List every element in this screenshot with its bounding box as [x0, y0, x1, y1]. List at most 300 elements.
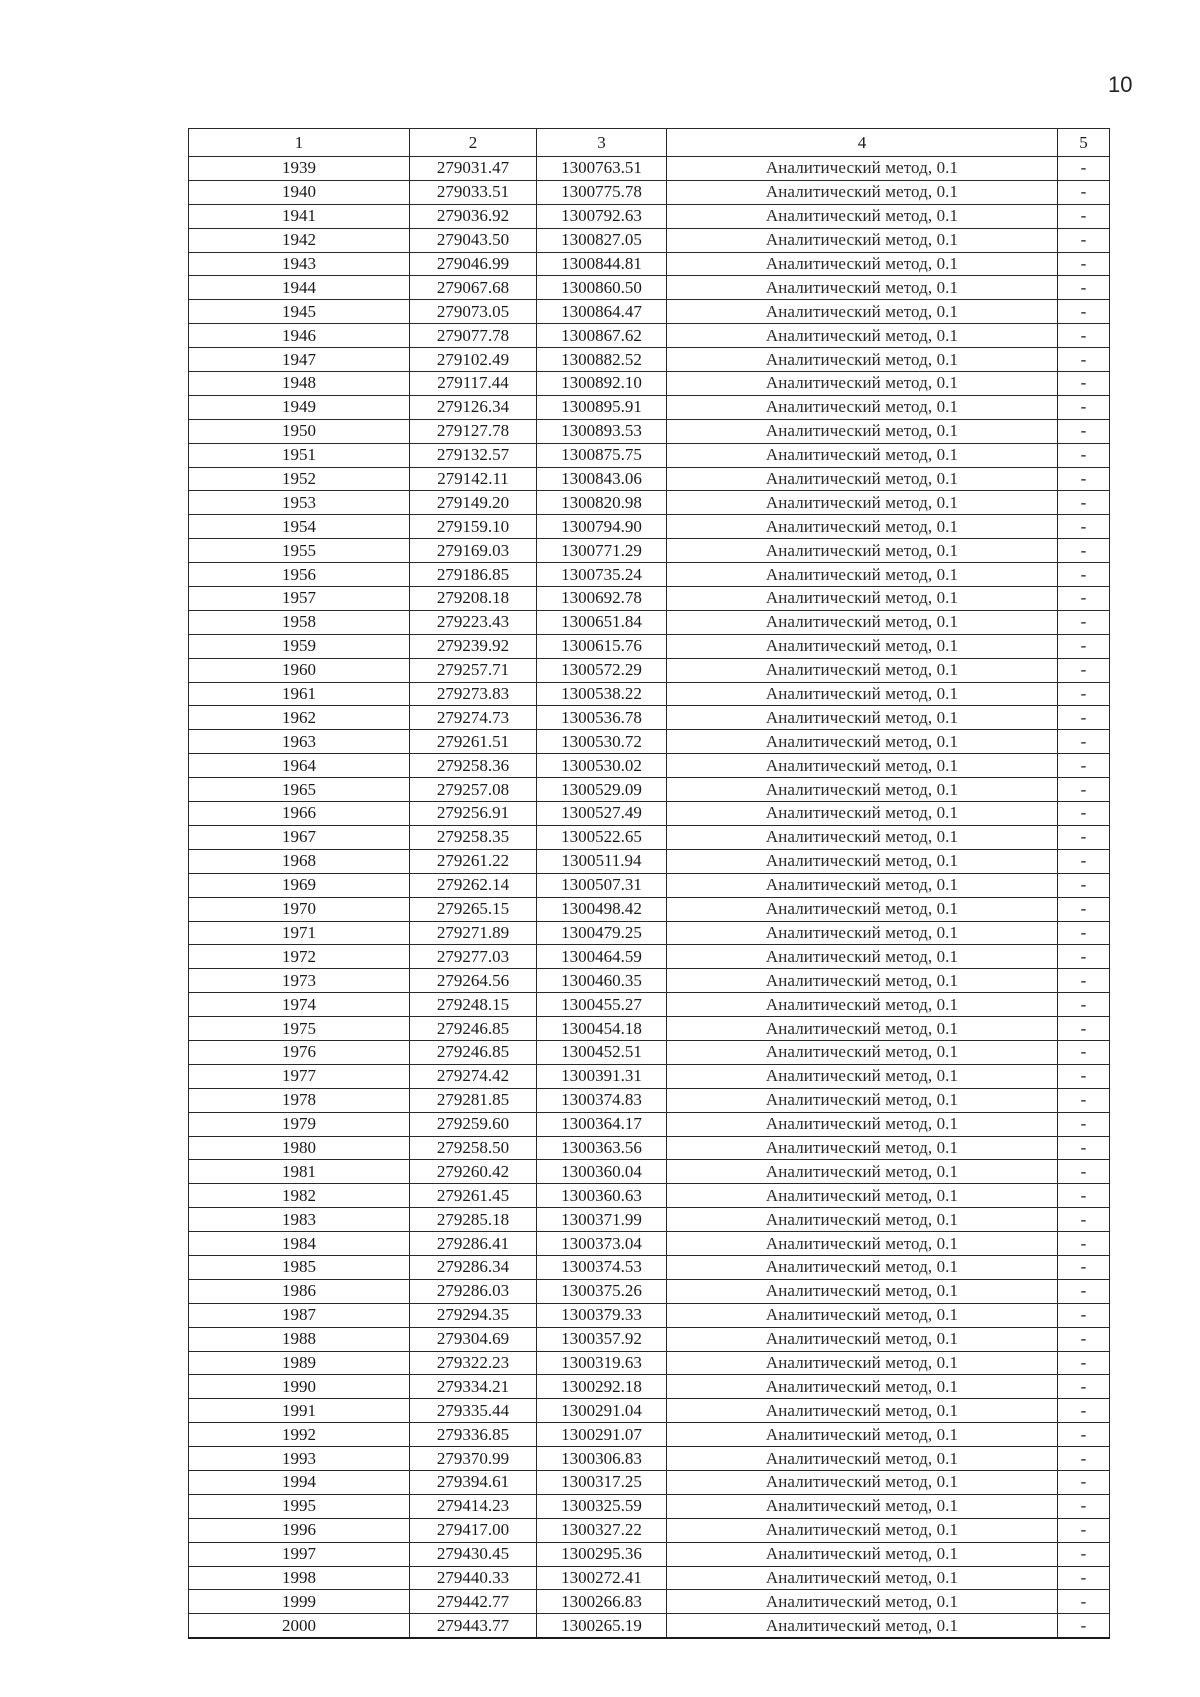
table-row	[189, 563, 1110, 587]
cell-method: Аналитический метод, 0.1	[667, 1112, 1058, 1136]
cell-x-coordinate: 279132.57	[410, 443, 537, 467]
cell-y-coordinate: 1300498.42	[537, 897, 667, 921]
cell-point-number: 1944	[189, 276, 410, 300]
table-row	[189, 682, 1110, 706]
cell-note: -	[1058, 587, 1110, 611]
cell-method: Аналитический метод, 0.1	[667, 563, 1058, 587]
cell-x-coordinate: 279186.85	[410, 563, 537, 587]
cell-x-coordinate: 279440.33	[410, 1566, 537, 1590]
cell-y-coordinate: 1300325.59	[537, 1494, 667, 1518]
cell-method: Аналитический метод, 0.1	[667, 443, 1058, 467]
header-point-number: 1	[189, 129, 410, 157]
cell-y-coordinate: 1300843.06	[537, 467, 667, 491]
table-row	[189, 300, 1110, 324]
cell-note: -	[1058, 969, 1110, 993]
cell-point-number: 1988	[189, 1327, 410, 1351]
cell-method: Аналитический метод, 0.1	[667, 1542, 1058, 1566]
cell-method: Аналитический метод, 0.1	[667, 969, 1058, 993]
cell-x-coordinate: 279335.44	[410, 1399, 537, 1423]
cell-point-number: 1971	[189, 921, 410, 945]
table-row	[189, 276, 1110, 300]
cell-y-coordinate: 1300572.29	[537, 658, 667, 682]
cell-note: -	[1058, 1160, 1110, 1184]
cell-point-number: 1941	[189, 204, 410, 228]
table-row	[189, 634, 1110, 658]
cell-point-number: 1983	[189, 1208, 410, 1232]
cell-point-number: 1992	[189, 1423, 410, 1447]
cell-method: Аналитический метод, 0.1	[667, 1399, 1058, 1423]
cell-y-coordinate: 1300360.04	[537, 1160, 667, 1184]
header-x-coordinate: 2	[410, 129, 537, 157]
cell-method: Аналитический метод, 0.1	[667, 372, 1058, 396]
table-row	[189, 1399, 1110, 1423]
cell-x-coordinate: 279036.92	[410, 204, 537, 228]
cell-point-number: 1990	[189, 1375, 410, 1399]
cell-x-coordinate: 279248.15	[410, 993, 537, 1017]
cell-point-number: 1986	[189, 1279, 410, 1303]
table-row	[189, 993, 1110, 1017]
cell-method: Аналитический метод, 0.1	[667, 1232, 1058, 1256]
cell-method: Аналитический метод, 0.1	[667, 419, 1058, 443]
page-number: 10	[1108, 72, 1133, 97]
cell-note: -	[1058, 276, 1110, 300]
cell-point-number: 1953	[189, 491, 410, 515]
cell-y-coordinate: 1300511.94	[537, 849, 667, 873]
table-row	[189, 1136, 1110, 1160]
table-row	[189, 1112, 1110, 1136]
cell-x-coordinate: 279264.56	[410, 969, 537, 993]
cell-x-coordinate: 279239.92	[410, 634, 537, 658]
cell-y-coordinate: 1300371.99	[537, 1208, 667, 1232]
cell-x-coordinate: 279273.83	[410, 682, 537, 706]
cell-x-coordinate: 279142.11	[410, 467, 537, 491]
cell-x-coordinate: 279260.42	[410, 1160, 537, 1184]
cell-note: -	[1058, 1208, 1110, 1232]
table-row	[189, 945, 1110, 969]
cell-x-coordinate: 279126.34	[410, 395, 537, 419]
table-row	[189, 467, 1110, 491]
cell-method: Аналитический метод, 0.1	[667, 1088, 1058, 1112]
table-row	[189, 204, 1110, 228]
cell-note: -	[1058, 1614, 1110, 1638]
cell-method: Аналитический метод, 0.1	[667, 682, 1058, 706]
cell-x-coordinate: 279261.51	[410, 730, 537, 754]
cell-method: Аналитический метод, 0.1	[667, 587, 1058, 611]
cell-x-coordinate: 279274.42	[410, 1064, 537, 1088]
cell-y-coordinate: 1300527.49	[537, 802, 667, 826]
cell-note: -	[1058, 1255, 1110, 1279]
cell-x-coordinate: 279334.21	[410, 1375, 537, 1399]
cell-point-number: 1969	[189, 873, 410, 897]
cell-note: -	[1058, 204, 1110, 228]
cell-method: Аналитический метод, 0.1	[667, 539, 1058, 563]
cell-point-number: 1952	[189, 467, 410, 491]
cell-x-coordinate: 279394.61	[410, 1470, 537, 1494]
cell-point-number: 1989	[189, 1351, 410, 1375]
cell-y-coordinate: 1300538.22	[537, 682, 667, 706]
cell-note: -	[1058, 897, 1110, 921]
header-note: 5	[1058, 129, 1110, 157]
cell-x-coordinate: 279258.36	[410, 754, 537, 778]
cell-x-coordinate: 279271.89	[410, 921, 537, 945]
cell-point-number: 1980	[189, 1136, 410, 1160]
cell-method: Аналитический метод, 0.1	[667, 1160, 1058, 1184]
cell-method: Аналитический метод, 0.1	[667, 634, 1058, 658]
cell-point-number: 1998	[189, 1566, 410, 1590]
cell-point-number: 1958	[189, 610, 410, 634]
cell-note: -	[1058, 1375, 1110, 1399]
cell-y-coordinate: 1300454.18	[537, 1017, 667, 1041]
cell-point-number: 1976	[189, 1040, 410, 1064]
cell-method: Аналитический метод, 0.1	[667, 849, 1058, 873]
cell-method: Аналитический метод, 0.1	[667, 1136, 1058, 1160]
cell-method: Аналитический метод, 0.1	[667, 754, 1058, 778]
cell-y-coordinate: 1300735.24	[537, 563, 667, 587]
cell-note: -	[1058, 348, 1110, 372]
table-row	[189, 1160, 1110, 1184]
table-row	[189, 658, 1110, 682]
cell-y-coordinate: 1300794.90	[537, 515, 667, 539]
cell-method: Аналитический метод, 0.1	[667, 873, 1058, 897]
cell-method: Аналитический метод, 0.1	[667, 1017, 1058, 1041]
table-header-row	[189, 129, 1110, 157]
cell-point-number: 1974	[189, 993, 410, 1017]
cell-note: -	[1058, 515, 1110, 539]
cell-point-number: 1948	[189, 372, 410, 396]
cell-method: Аналитический метод, 0.1	[667, 1423, 1058, 1447]
cell-y-coordinate: 1300360.63	[537, 1184, 667, 1208]
cell-point-number: 1997	[189, 1542, 410, 1566]
cell-point-number: 1949	[189, 395, 410, 419]
cell-x-coordinate: 279256.91	[410, 802, 537, 826]
cell-x-coordinate: 279430.45	[410, 1542, 537, 1566]
cell-note: -	[1058, 563, 1110, 587]
cell-y-coordinate: 1300530.02	[537, 754, 667, 778]
table-body	[189, 157, 1110, 1639]
cell-y-coordinate: 1300375.26	[537, 1279, 667, 1303]
cell-note: -	[1058, 1447, 1110, 1471]
cell-y-coordinate: 1300266.83	[537, 1590, 667, 1614]
cell-y-coordinate: 1300875.75	[537, 443, 667, 467]
cell-x-coordinate: 279336.85	[410, 1423, 537, 1447]
cell-point-number: 1960	[189, 658, 410, 682]
cell-x-coordinate: 279257.71	[410, 658, 537, 682]
cell-method: Аналитический метод, 0.1	[667, 1518, 1058, 1542]
cell-x-coordinate: 279286.41	[410, 1232, 537, 1256]
cell-y-coordinate: 1300893.53	[537, 419, 667, 443]
cell-method: Аналитический метод, 0.1	[667, 348, 1058, 372]
cell-y-coordinate: 1300374.53	[537, 1255, 667, 1279]
table-row	[189, 372, 1110, 396]
cell-note: -	[1058, 180, 1110, 204]
cell-note: -	[1058, 1088, 1110, 1112]
cell-y-coordinate: 1300317.25	[537, 1470, 667, 1494]
cell-point-number: 1940	[189, 180, 410, 204]
cell-point-number: 1993	[189, 1447, 410, 1471]
cell-note: -	[1058, 1470, 1110, 1494]
cell-y-coordinate: 1300892.10	[537, 372, 667, 396]
cell-y-coordinate: 1300272.41	[537, 1566, 667, 1590]
cell-note: -	[1058, 706, 1110, 730]
cell-x-coordinate: 279261.45	[410, 1184, 537, 1208]
cell-method: Аналитический метод, 0.1	[667, 610, 1058, 634]
cell-method: Аналитический метод, 0.1	[667, 1614, 1058, 1638]
cell-point-number: 1977	[189, 1064, 410, 1088]
cell-note: -	[1058, 1590, 1110, 1614]
table-row	[189, 1423, 1110, 1447]
cell-method: Аналитический метод, 0.1	[667, 1351, 1058, 1375]
cell-method: Аналитический метод, 0.1	[667, 1566, 1058, 1590]
cell-note: -	[1058, 1494, 1110, 1518]
cell-method: Аналитический метод, 0.1	[667, 802, 1058, 826]
cell-method: Аналитический метод, 0.1	[667, 467, 1058, 491]
cell-x-coordinate: 279265.15	[410, 897, 537, 921]
table-row	[189, 1064, 1110, 1088]
cell-x-coordinate: 279033.51	[410, 180, 537, 204]
cell-x-coordinate: 279304.69	[410, 1327, 537, 1351]
cell-y-coordinate: 1300536.78	[537, 706, 667, 730]
table-row	[189, 443, 1110, 467]
table-row	[189, 754, 1110, 778]
cell-point-number: 1981	[189, 1160, 410, 1184]
cell-point-number: 1947	[189, 348, 410, 372]
cell-note: -	[1058, 1303, 1110, 1327]
cell-y-coordinate: 1300357.92	[537, 1327, 667, 1351]
cell-note: -	[1058, 634, 1110, 658]
cell-point-number: 1987	[189, 1303, 410, 1327]
cell-note: -	[1058, 778, 1110, 802]
cell-method: Аналитический метод, 0.1	[667, 1208, 1058, 1232]
cell-method: Аналитический метод, 0.1	[667, 778, 1058, 802]
table-row	[189, 1232, 1110, 1256]
cell-method: Аналитический метод, 0.1	[667, 1375, 1058, 1399]
cell-x-coordinate: 279258.35	[410, 825, 537, 849]
table-row	[189, 610, 1110, 634]
cell-note: -	[1058, 157, 1110, 181]
cell-method: Аналитический метод, 0.1	[667, 515, 1058, 539]
cell-note: -	[1058, 324, 1110, 348]
cell-x-coordinate: 279149.20	[410, 491, 537, 515]
cell-y-coordinate: 1300291.07	[537, 1423, 667, 1447]
cell-note: -	[1058, 682, 1110, 706]
cell-note: -	[1058, 1017, 1110, 1041]
cell-x-coordinate: 279073.05	[410, 300, 537, 324]
cell-note: -	[1058, 1112, 1110, 1136]
cell-x-coordinate: 279246.85	[410, 1040, 537, 1064]
cell-x-coordinate: 279258.50	[410, 1136, 537, 1160]
cell-method: Аналитический метод, 0.1	[667, 1255, 1058, 1279]
table-row	[189, 1518, 1110, 1542]
cell-note: -	[1058, 1518, 1110, 1542]
cell-y-coordinate: 1300306.83	[537, 1447, 667, 1471]
cell-y-coordinate: 1300763.51	[537, 157, 667, 181]
cell-point-number: 1967	[189, 825, 410, 849]
cell-point-number: 1957	[189, 587, 410, 611]
table-row	[189, 587, 1110, 611]
cell-y-coordinate: 1300373.04	[537, 1232, 667, 1256]
cell-note: -	[1058, 372, 1110, 396]
cell-x-coordinate: 279281.85	[410, 1088, 537, 1112]
cell-note: -	[1058, 825, 1110, 849]
cell-x-coordinate: 279286.03	[410, 1279, 537, 1303]
cell-method: Аналитический метод, 0.1	[667, 658, 1058, 682]
cell-x-coordinate: 279442.77	[410, 1590, 537, 1614]
table-row	[189, 897, 1110, 921]
cell-x-coordinate: 279043.50	[410, 228, 537, 252]
cell-point-number: 1954	[189, 515, 410, 539]
cell-y-coordinate: 1300530.72	[537, 730, 667, 754]
cell-y-coordinate: 1300460.35	[537, 969, 667, 993]
cell-point-number: 1991	[189, 1399, 410, 1423]
cell-method: Аналитический метод, 0.1	[667, 204, 1058, 228]
cell-x-coordinate: 279067.68	[410, 276, 537, 300]
cell-y-coordinate: 1300792.63	[537, 204, 667, 228]
cell-y-coordinate: 1300374.83	[537, 1088, 667, 1112]
cell-y-coordinate: 1300464.59	[537, 945, 667, 969]
cell-method: Аналитический метод, 0.1	[667, 180, 1058, 204]
cell-x-coordinate: 279077.78	[410, 324, 537, 348]
table-row	[189, 157, 1110, 181]
cell-note: -	[1058, 1542, 1110, 1566]
cell-x-coordinate: 279208.18	[410, 587, 537, 611]
cell-point-number: 1995	[189, 1494, 410, 1518]
cell-y-coordinate: 1300292.18	[537, 1375, 667, 1399]
table-row	[189, 1279, 1110, 1303]
header-y-coordinate: 3	[537, 129, 667, 157]
cell-note: -	[1058, 419, 1110, 443]
cell-method: Аналитический метод, 0.1	[667, 825, 1058, 849]
cell-note: -	[1058, 467, 1110, 491]
cell-point-number: 1979	[189, 1112, 410, 1136]
cell-point-number: 1966	[189, 802, 410, 826]
cell-x-coordinate: 279285.18	[410, 1208, 537, 1232]
cell-x-coordinate: 279046.99	[410, 252, 537, 276]
cell-y-coordinate: 1300775.78	[537, 180, 667, 204]
cell-y-coordinate: 1300522.65	[537, 825, 667, 849]
cell-note: -	[1058, 1327, 1110, 1351]
cell-method: Аналитический метод, 0.1	[667, 228, 1058, 252]
cell-x-coordinate: 279414.23	[410, 1494, 537, 1518]
table-row	[189, 1351, 1110, 1375]
table-row	[189, 921, 1110, 945]
table-row	[189, 778, 1110, 802]
cell-x-coordinate: 279246.85	[410, 1017, 537, 1041]
cell-y-coordinate: 1300291.04	[537, 1399, 667, 1423]
table-row	[189, 1208, 1110, 1232]
table-row	[189, 1255, 1110, 1279]
cell-point-number: 1943	[189, 252, 410, 276]
table-row	[189, 1375, 1110, 1399]
table-row	[189, 252, 1110, 276]
cell-note: -	[1058, 1351, 1110, 1375]
table-row	[189, 1303, 1110, 1327]
cell-x-coordinate: 279322.23	[410, 1351, 537, 1375]
cell-method: Аналитический метод, 0.1	[667, 1470, 1058, 1494]
cell-y-coordinate: 1300692.78	[537, 587, 667, 611]
table-row	[189, 1017, 1110, 1041]
cell-point-number: 1946	[189, 324, 410, 348]
cell-x-coordinate: 279031.47	[410, 157, 537, 181]
table-row	[189, 706, 1110, 730]
cell-method: Аналитический метод, 0.1	[667, 1494, 1058, 1518]
table-row	[189, 1327, 1110, 1351]
cell-point-number: 1962	[189, 706, 410, 730]
cell-method: Аналитический метод, 0.1	[667, 300, 1058, 324]
cell-point-number: 1964	[189, 754, 410, 778]
cell-note: -	[1058, 1423, 1110, 1447]
cell-note: -	[1058, 1566, 1110, 1590]
table-row	[189, 1184, 1110, 1208]
cell-note: -	[1058, 1399, 1110, 1423]
cell-note: -	[1058, 252, 1110, 276]
cell-note: -	[1058, 754, 1110, 778]
cell-x-coordinate: 279262.14	[410, 873, 537, 897]
cell-x-coordinate: 279277.03	[410, 945, 537, 969]
cell-method: Аналитический метод, 0.1	[667, 1303, 1058, 1327]
cell-x-coordinate: 279274.73	[410, 706, 537, 730]
table-row	[189, 419, 1110, 443]
header-method: 4	[667, 129, 1058, 157]
cell-y-coordinate: 1300295.36	[537, 1542, 667, 1566]
table-row	[189, 491, 1110, 515]
cell-y-coordinate: 1300860.50	[537, 276, 667, 300]
cell-method: Аналитический метод, 0.1	[667, 1279, 1058, 1303]
cell-point-number: 1963	[189, 730, 410, 754]
table-row	[189, 324, 1110, 348]
table-row	[189, 228, 1110, 252]
table-row	[189, 1447, 1110, 1471]
cell-y-coordinate: 1300895.91	[537, 395, 667, 419]
cell-y-coordinate: 1300455.27	[537, 993, 667, 1017]
table-row	[189, 825, 1110, 849]
cell-y-coordinate: 1300319.63	[537, 1351, 667, 1375]
cell-x-coordinate: 279443.77	[410, 1614, 537, 1638]
cell-y-coordinate: 1300363.56	[537, 1136, 667, 1160]
cell-point-number: 1968	[189, 849, 410, 873]
cell-point-number: 1982	[189, 1184, 410, 1208]
cell-x-coordinate: 279223.43	[410, 610, 537, 634]
cell-note: -	[1058, 1279, 1110, 1303]
cell-x-coordinate: 279102.49	[410, 348, 537, 372]
cell-note: -	[1058, 1040, 1110, 1064]
cell-point-number: 1996	[189, 1518, 410, 1542]
cell-method: Аналитический метод, 0.1	[667, 157, 1058, 181]
cell-note: -	[1058, 945, 1110, 969]
cell-note: -	[1058, 1064, 1110, 1088]
cell-method: Аналитический метод, 0.1	[667, 1040, 1058, 1064]
cell-y-coordinate: 1300844.81	[537, 252, 667, 276]
cell-point-number: 1950	[189, 419, 410, 443]
cell-note: -	[1058, 849, 1110, 873]
cell-note: -	[1058, 395, 1110, 419]
cell-point-number: 1955	[189, 539, 410, 563]
cell-x-coordinate: 279370.99	[410, 1447, 537, 1471]
table-row	[189, 348, 1110, 372]
cell-y-coordinate: 1300771.29	[537, 539, 667, 563]
cell-method: Аналитический метод, 0.1	[667, 945, 1058, 969]
cell-x-coordinate: 279169.03	[410, 539, 537, 563]
cell-y-coordinate: 1300379.33	[537, 1303, 667, 1327]
cell-note: -	[1058, 300, 1110, 324]
cell-note: -	[1058, 802, 1110, 826]
coordinates-table	[188, 128, 1110, 1639]
cell-y-coordinate: 1300820.98	[537, 491, 667, 515]
cell-point-number: 1939	[189, 157, 410, 181]
table-row	[189, 1494, 1110, 1518]
cell-point-number: 1984	[189, 1232, 410, 1256]
cell-method: Аналитический метод, 0.1	[667, 1327, 1058, 1351]
cell-y-coordinate: 1300827.05	[537, 228, 667, 252]
